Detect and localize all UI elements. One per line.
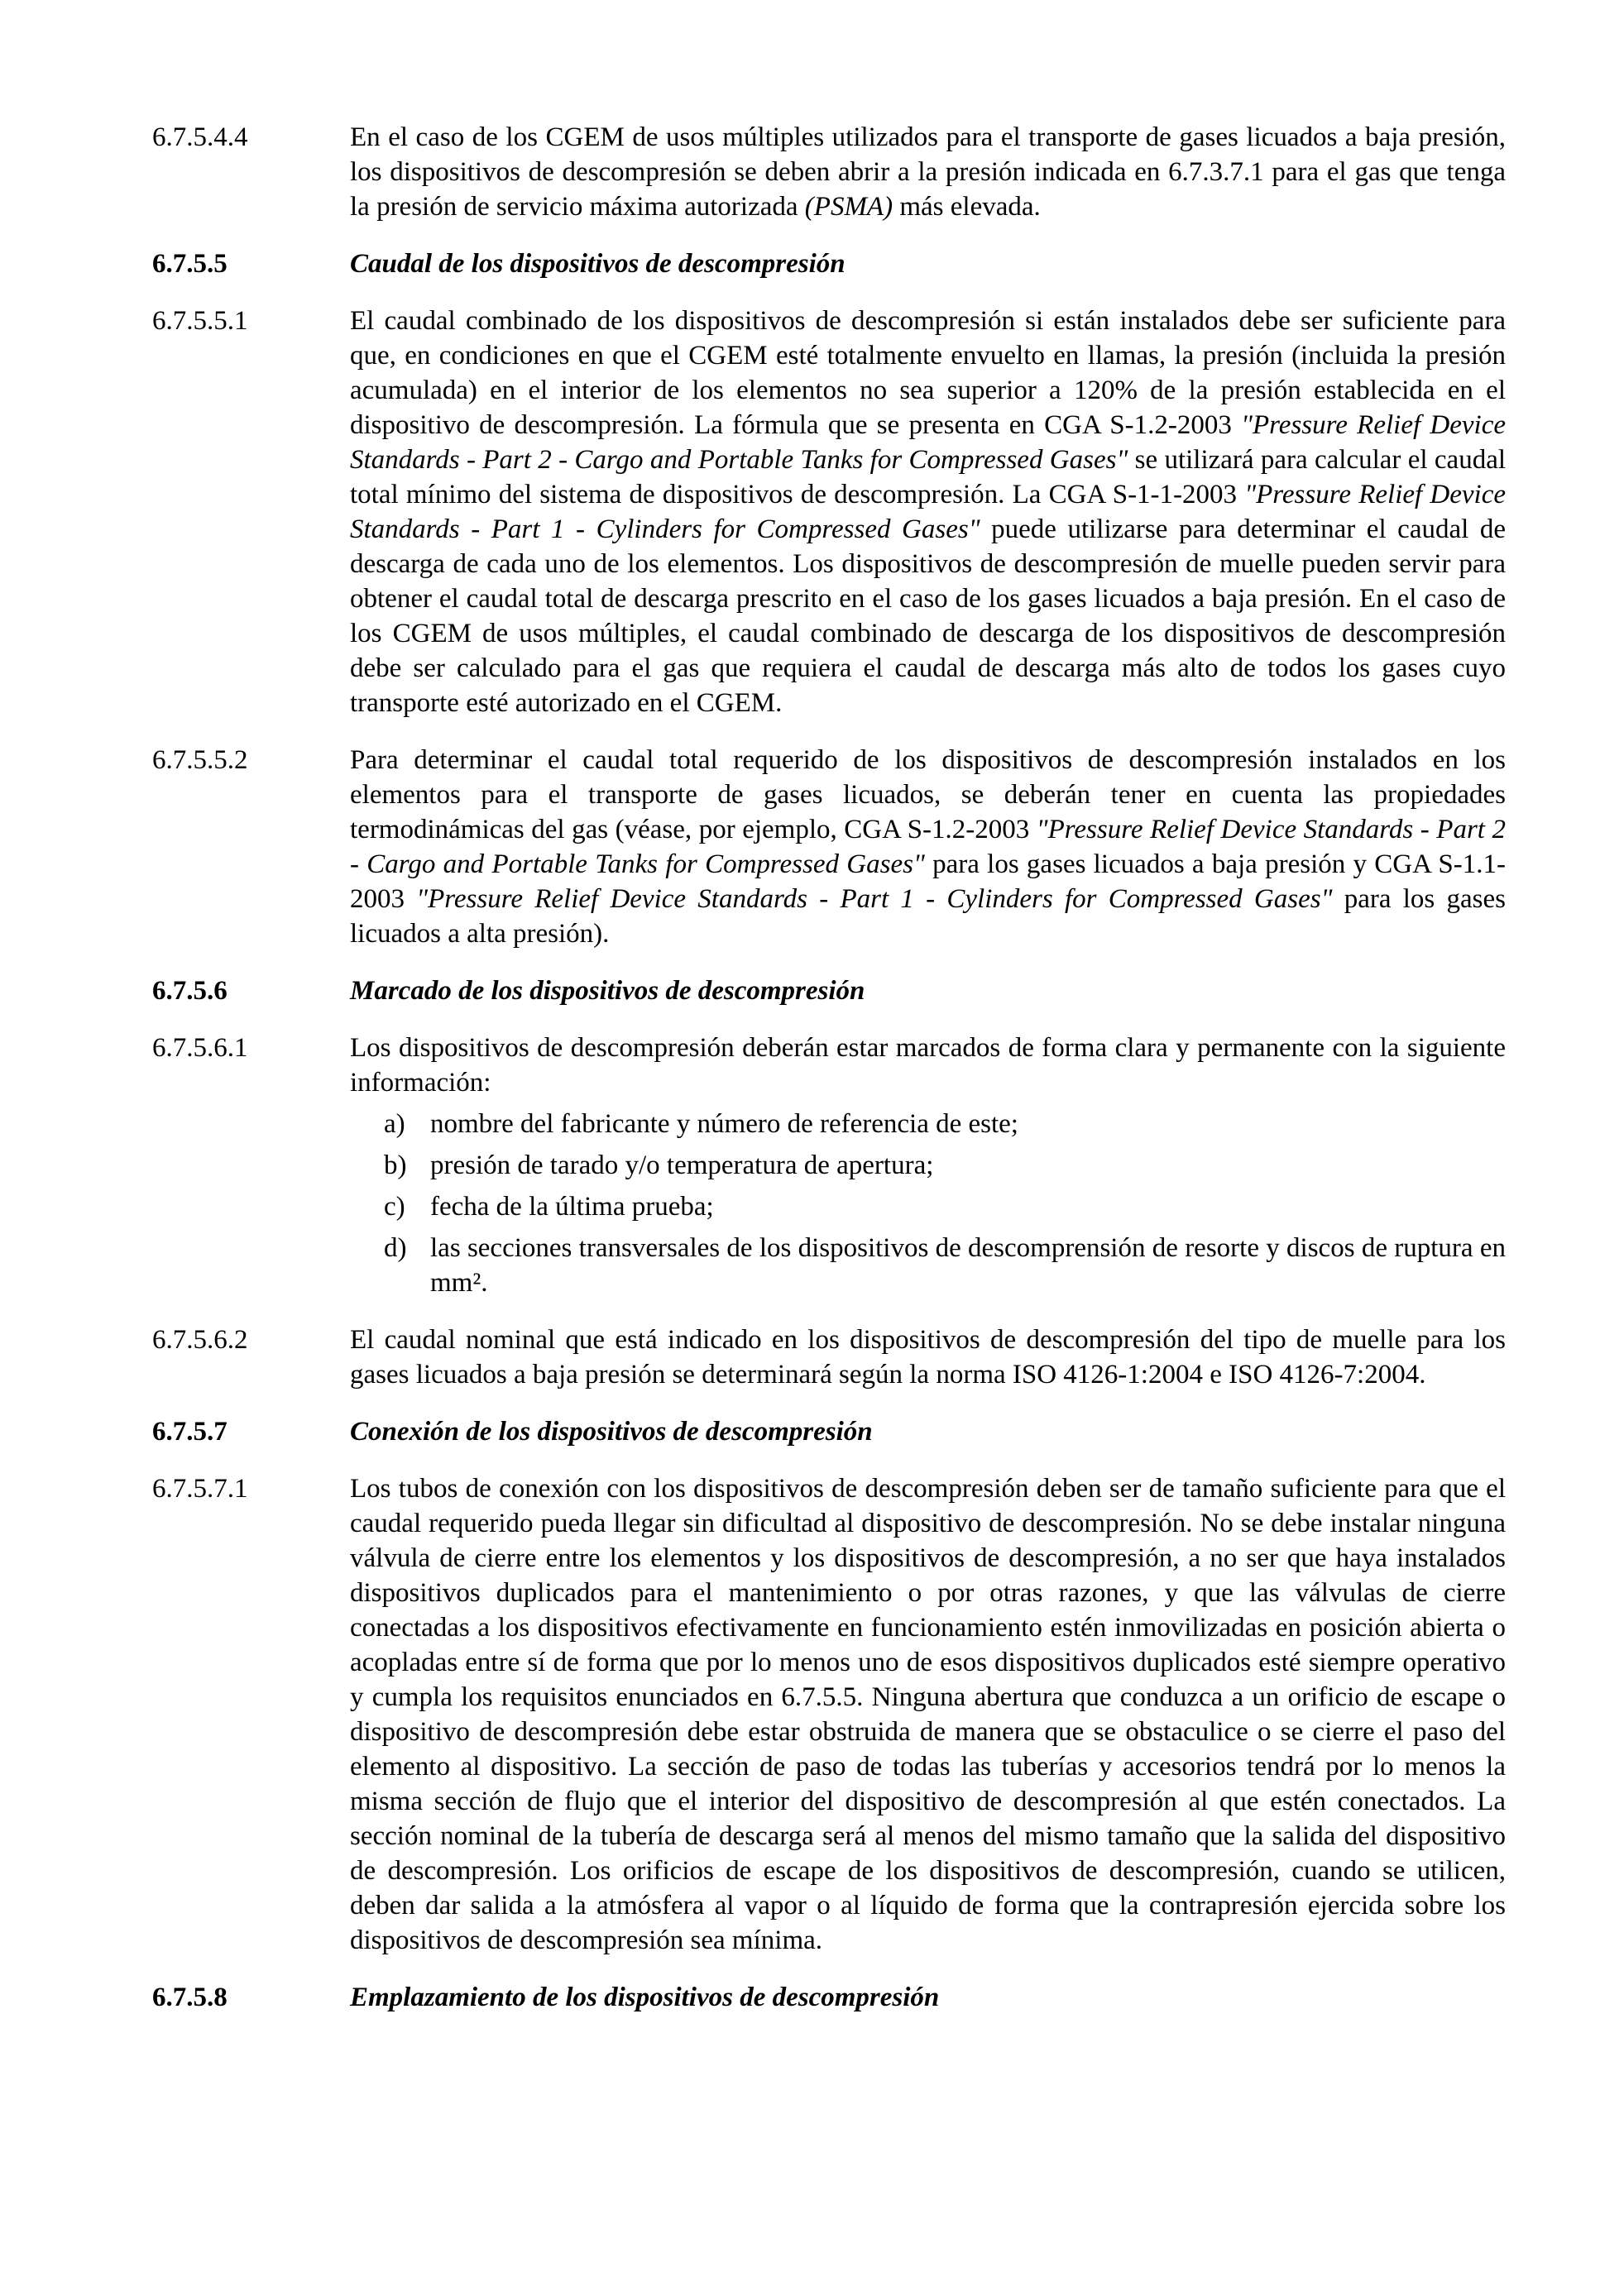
paragraph-text <box>350 743 1506 951</box>
text-run: presión de tarado y/o temperatura de apertura; <box>430 1150 934 1180</box>
section-number: 6.7.5.4.4 <box>152 122 248 152</box>
section-number: 6.7.5.6 <box>152 976 228 1006</box>
list-item-label: b) <box>384 1150 407 1180</box>
section-number: 6.7.5.7 <box>152 1417 228 1447</box>
section-paragraph-row <box>152 120 1506 224</box>
text-run: se utilizará para calcular el caudal total mínimo del sistema de dispositivos de descompresión. La CGA S-1-1-2003 <box>350 445 1507 509</box>
section-heading-row <box>152 1980 1506 2015</box>
text-run: El caudal nominal que está indicado en los dispositivos de descompresión del tipo de muelle para los gases licuados a baja presión se determinará según la norma ISO 4126-1:2004 e ISO 4126-7:2004. <box>350 1325 1506 1390</box>
section-number: 6.7.5.6.2 <box>152 1325 248 1355</box>
text-run: para los gases licuados a alta presión). <box>350 884 1506 949</box>
list-item-label: d) <box>384 1233 407 1263</box>
list-item-text <box>430 1107 1506 1141</box>
paragraph-text <box>350 1471 1506 1958</box>
section-number: 6.7.5.6.1 <box>152 1033 248 1063</box>
paragraph-text <box>350 1323 1506 1392</box>
section-title <box>350 246 1506 281</box>
section-heading-row <box>152 246 1506 281</box>
section-body <box>350 743 1506 951</box>
list-item <box>384 1231 1506 1300</box>
section-body <box>350 304 1506 720</box>
list-item <box>384 1107 1506 1141</box>
text-run: puede utilizarse para determinar el caudal de descarga de cada uno de los elementos. Los dispositivos de descompresión de muelle pueden servir para obtener el caudal total de descarga prescrito en el caso de los gases licuados a baja presión. En el caso de los CGEM de usos múltiples, el caudal combinado de descarga de los dispositivos de descompresión debe ser calculado para el gas que requiera el caudal de descarga más alto de todos los gases cuyo transporte esté autorizado en el CGEM. <box>350 514 1506 718</box>
list-item-text <box>430 1189 1506 1224</box>
text-run: para los gases licuados a baja presión y CGA S-1.1-2003 <box>350 849 1506 914</box>
text-run: Para determinar el caudal total requerido de los dispositivos de descompresión instalados en los elementos para el transporte de gases licuados, se deberán tener en cuenta las propiedades termodinámicas del gas (véase, por ejemplo, CGA S-1.2-2003 <box>350 745 1506 844</box>
section-body <box>350 1323 1506 1392</box>
list-item-label: c) <box>384 1192 405 1222</box>
section-number: 6.7.5.5 <box>152 249 228 279</box>
paragraph-text <box>350 304 1506 720</box>
section-paragraph-row <box>152 743 1506 951</box>
section-heading-row <box>152 1414 1506 1449</box>
text-run: las secciones transversales de los dispositivos de descomprensión de resorte y discos de ruptura en mm². <box>430 1233 1506 1298</box>
section-number: 6.7.5.8 <box>152 1983 228 2012</box>
list-item-text <box>430 1231 1506 1300</box>
list-item-text <box>430 1148 1506 1183</box>
italic-text-run: "Pressure Relief Device Standards - Part 1 - Cylinders for Compressed Gases" <box>350 480 1506 544</box>
paragraph-text <box>350 1031 1506 1100</box>
section-title-text: Conexión de los dispositivos de descompresión <box>350 1417 873 1447</box>
section-number: 6.7.5.5.1 <box>152 306 248 336</box>
text-run: más elevada. <box>893 192 1041 222</box>
text-run: Los dispositivos de descompresión deberán estar marcados de forma clara y permanente con la siguiente información: <box>350 1033 1506 1098</box>
section-title <box>350 1980 1506 2015</box>
section-number: 6.7.5.7.1 <box>152 1474 248 1504</box>
list-item-label: a) <box>384 1109 405 1139</box>
section-title <box>350 1414 1506 1449</box>
section-paragraph-row <box>152 1323 1506 1392</box>
text-run: nombre del fabricante y número de referencia de este; <box>430 1109 1018 1139</box>
section-body <box>350 120 1506 224</box>
section-title-text: Caudal de los dispositivos de descompresión <box>350 249 846 279</box>
section-body <box>350 1031 1506 1300</box>
italic-text-run: (PSMA) <box>804 192 893 222</box>
text-run: Los tubos de conexión con los dispositivos de descompresión deben ser de tamaño suficiente para que el caudal requerido pueda llegar sin dificultad al dispositivo de descompresión. No se debe instalar ninguna válvula de cierre entre los elementos y los dispositivos de descompresión, a no ser que haya instalados dispositivos duplicados para el mantenimiento o por otras razones, y que las válvulas de cierre conectadas a los dispositivos efectivamente en funcionamiento estén inmovilizadas en posición abierta o acopladas entre sí de forma que por lo menos uno de esos dispositivos duplicados esté siempre operativo y cumpla los requisitos enunciados en 6.7.5.5. Ninguna abertura que conduzca a un orificio de escape o dispositivo de descompresión debe estar obstruida de manera que se obstaculice o se cierre el paso del elemento al dispositivo. La sección de paso de todas las tuberías y accesorios tendrá por lo menos la misma sección de flujo que el interior del dispositivo de descompresión al que estén conectados. La sección nominal de la tubería de descarga será al menos del mismo tamaño que la salida del dispositivo de descompresión. Los orificios de escape de los dispositivos de descompresión, cuando se utilicen, deben dar salida a la atmósfera al vapor o al líquido de forma que la contrapresión ejercida sobre los dispositivos de descompresión sea mínima. <box>350 1474 1506 1955</box>
italic-text-run: "Pressure Relief Device Standards - Part 2 - Cargo and Portable Tanks for Compressed Gases" <box>350 410 1506 475</box>
section-title-text: Marcado de los dispositivos de descompresión <box>350 976 865 1006</box>
section-title <box>350 973 1506 1008</box>
paragraph-text <box>350 120 1506 224</box>
section-paragraph-row <box>152 1471 1506 1958</box>
section-heading-row <box>152 973 1506 1008</box>
italic-text-run: "Pressure Relief Device Standards - Part 1 - Cylinders for Compressed Gases" <box>416 884 1333 914</box>
italic-text-run: "Pressure Relief Device Standards - Part 2 - Cargo and Portable Tanks for Compressed Gases" <box>350 815 1507 879</box>
list-item <box>384 1189 1506 1224</box>
text-run: El caudal combinado de los dispositivos de descompresión si están instalados debe ser suficiente para que, en condiciones en que el CGEM esté totalmente envuelto en llamas, la presión (incluida la presión acumulada) en el interior de los elementos no sea superior a 120% de la presión establecida en el dispositivo de descompresión. La fórmula que se presenta en CGA S-1.2-2003 <box>350 306 1506 440</box>
section-paragraph-row <box>152 304 1506 720</box>
list-item <box>384 1148 1506 1183</box>
section-number: 6.7.5.5.2 <box>152 745 248 775</box>
text-run: En el caso de los CGEM de usos múltiples utilizados para el transporte de gases licuados a baja presión, los dispositivos de descompresión se deben abrir a la presión indicada en 6.7.3.7.1 para el gas que tenga la presión de servicio máxima autorizada <box>350 122 1506 222</box>
text-run: fecha de la última prueba; <box>430 1192 714 1222</box>
section-paragraph-row <box>152 1031 1506 1300</box>
section-title-text: Emplazamiento de los dispositivos de descompresión <box>350 1983 940 2012</box>
section-body <box>350 1471 1506 1958</box>
